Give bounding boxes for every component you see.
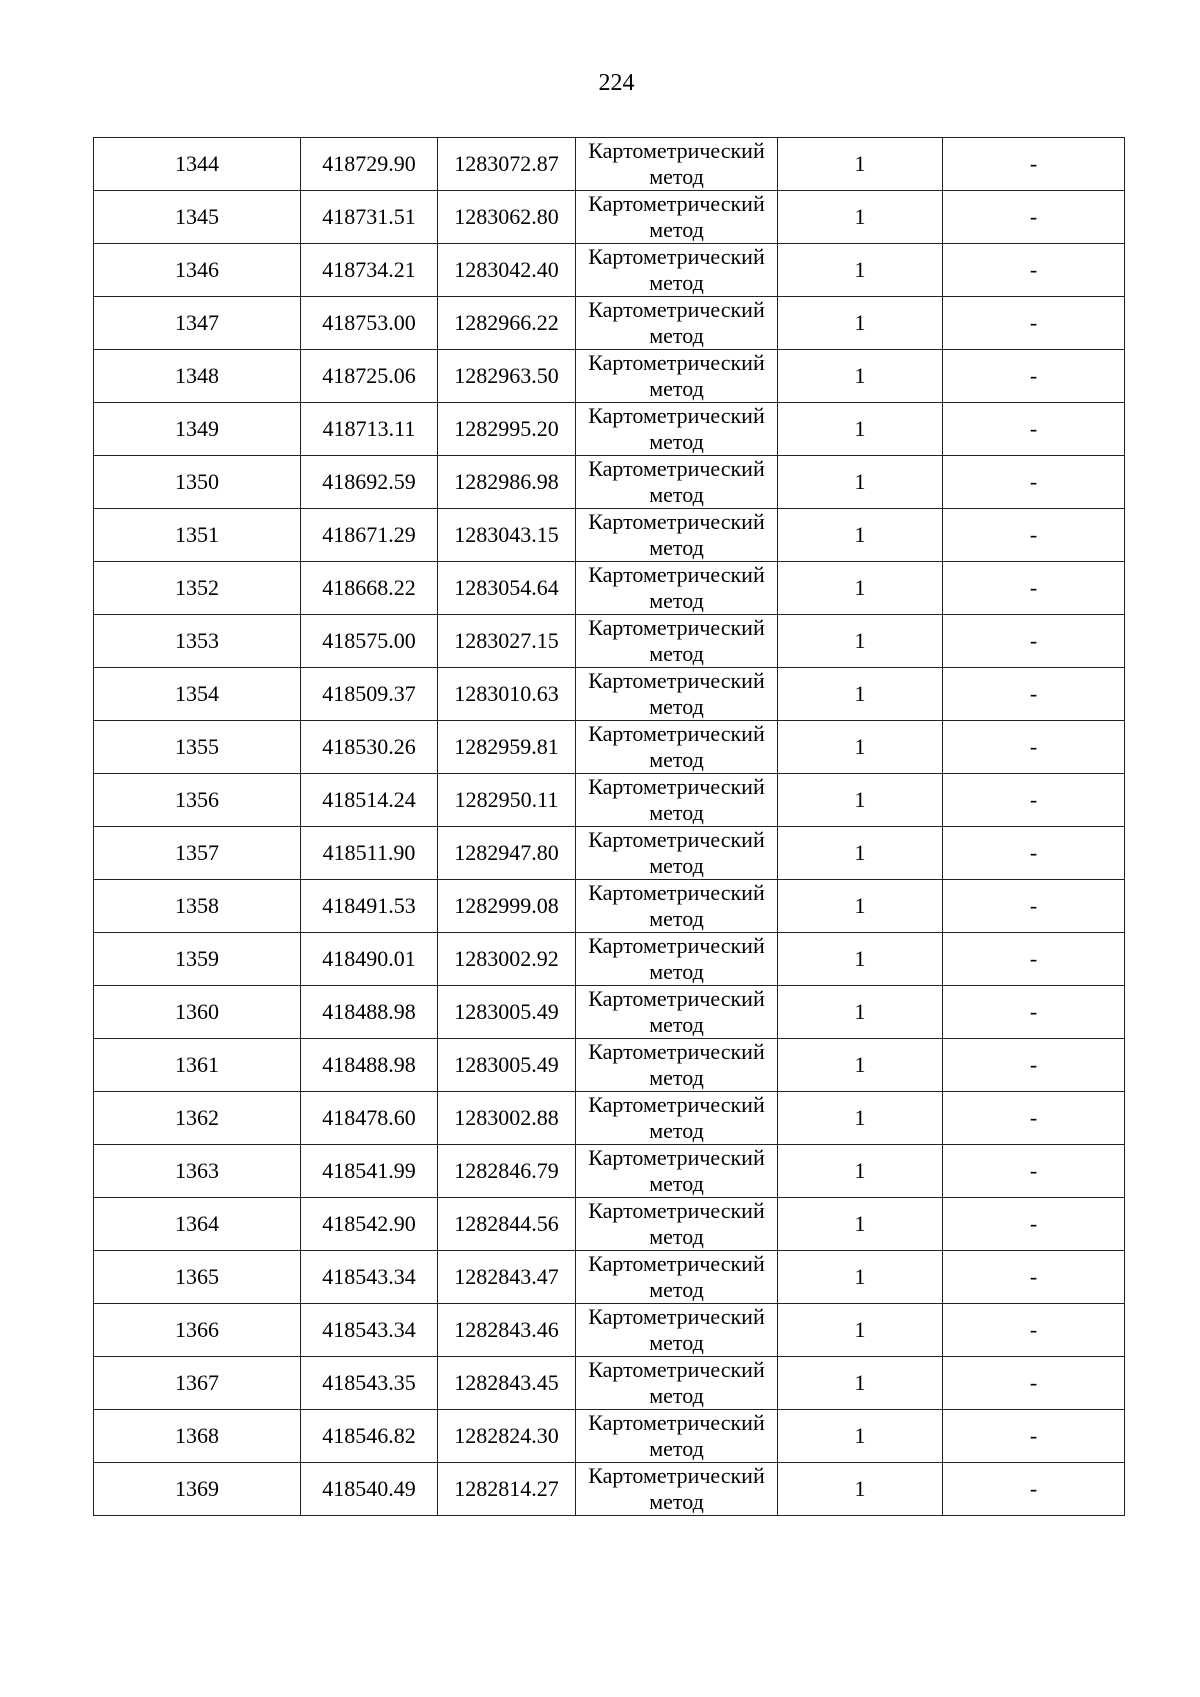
coordinate-x: 418725.06 [301, 350, 438, 403]
method-line-1: Картометрический [588, 191, 765, 216]
method-line-2: метод [649, 376, 704, 401]
description-value: - [943, 1198, 1125, 1251]
description-value: - [943, 562, 1125, 615]
point-number: 1359 [94, 933, 301, 986]
method-line-2: метод [649, 906, 704, 931]
point-number: 1347 [94, 297, 301, 350]
coordinate-x: 418713.11 [301, 403, 438, 456]
method-line-2: метод [649, 1330, 704, 1355]
accuracy-value: 1 [778, 1357, 943, 1410]
coordinate-y: 1282995.20 [438, 403, 576, 456]
table-row [94, 668, 1125, 721]
method-cell [576, 562, 778, 615]
method-cell [576, 403, 778, 456]
point-number: 1361 [94, 1039, 301, 1092]
coordinate-y: 1282999.08 [438, 880, 576, 933]
method-line-2: метод [649, 1489, 704, 1514]
point-number: 1345 [94, 191, 301, 244]
accuracy-value: 1 [778, 827, 943, 880]
method-cell [576, 1357, 778, 1410]
point-number: 1366 [94, 1304, 301, 1357]
method-line-1: Картометрический [588, 1039, 765, 1064]
description-value: - [943, 297, 1125, 350]
accuracy-value: 1 [778, 668, 943, 721]
table-row [94, 1145, 1125, 1198]
method-line-2: метод [649, 1171, 704, 1196]
point-number: 1348 [94, 350, 301, 403]
coordinate-y: 1283002.92 [438, 933, 576, 986]
point-number: 1362 [94, 1092, 301, 1145]
point-number: 1344 [94, 138, 301, 191]
coordinate-y: 1282824.30 [438, 1410, 576, 1463]
point-number: 1360 [94, 986, 301, 1039]
method-line-2: метод [649, 1383, 704, 1408]
coordinate-x: 418734.21 [301, 244, 438, 297]
method-cell [576, 1039, 778, 1092]
description-value: - [943, 615, 1125, 668]
method-line-2: метод [649, 1118, 704, 1143]
point-number: 1351 [94, 509, 301, 562]
description-value: - [943, 721, 1125, 774]
table-row [94, 615, 1125, 668]
method-line-1: Картометрический [588, 138, 765, 163]
method-cell [576, 933, 778, 986]
method-line-2: метод [649, 641, 704, 666]
coordinate-x: 418542.90 [301, 1198, 438, 1251]
method-line-1: Картометрический [588, 1357, 765, 1382]
table-row [94, 774, 1125, 827]
description-value: - [943, 138, 1125, 191]
coordinate-x: 418488.98 [301, 986, 438, 1039]
table-row [94, 1304, 1125, 1357]
coordinate-y: 1282950.11 [438, 774, 576, 827]
coordinate-x: 418753.00 [301, 297, 438, 350]
method-line-1: Картометрический [588, 1145, 765, 1170]
coordinate-x: 418729.90 [301, 138, 438, 191]
method-cell [576, 191, 778, 244]
description-value: - [943, 244, 1125, 297]
coordinate-y: 1283005.49 [438, 1039, 576, 1092]
coordinate-y: 1283002.88 [438, 1092, 576, 1145]
coordinate-x: 418478.60 [301, 1092, 438, 1145]
method-cell [576, 615, 778, 668]
method-cell [576, 1463, 778, 1516]
point-number: 1365 [94, 1251, 301, 1304]
method-cell [576, 668, 778, 721]
description-value: - [943, 1251, 1125, 1304]
point-number: 1369 [94, 1463, 301, 1516]
method-cell [576, 1092, 778, 1145]
method-line-2: метод [649, 482, 704, 507]
point-number: 1353 [94, 615, 301, 668]
method-cell [576, 456, 778, 509]
method-line-2: метод [649, 535, 704, 560]
table-row [94, 1039, 1125, 1092]
method-line-1: Картометрический [588, 244, 765, 269]
description-value: - [943, 1304, 1125, 1357]
method-cell [576, 138, 778, 191]
table-row [94, 986, 1125, 1039]
method-line-1: Картометрический [588, 1092, 765, 1117]
coordinate-x: 418491.53 [301, 880, 438, 933]
accuracy-value: 1 [778, 1410, 943, 1463]
point-number: 1354 [94, 668, 301, 721]
method-line-1: Картометрический [588, 456, 765, 481]
accuracy-value: 1 [778, 986, 943, 1039]
coordinate-y: 1283062.80 [438, 191, 576, 244]
method-line-1: Картометрический [588, 827, 765, 852]
accuracy-value: 1 [778, 1198, 943, 1251]
method-cell [576, 1304, 778, 1357]
point-number: 1363 [94, 1145, 301, 1198]
point-number: 1356 [94, 774, 301, 827]
coordinate-x: 418731.51 [301, 191, 438, 244]
table-row [94, 403, 1125, 456]
coordinate-y: 1283043.15 [438, 509, 576, 562]
page-number: 224 [598, 70, 635, 96]
accuracy-value: 1 [778, 191, 943, 244]
method-line-1: Картометрический [588, 1410, 765, 1435]
method-line-1: Картометрический [588, 1198, 765, 1223]
method-cell [576, 1198, 778, 1251]
point-number: 1355 [94, 721, 301, 774]
method-cell [576, 1145, 778, 1198]
method-line-2: метод [649, 853, 704, 878]
coordinate-y: 1282966.22 [438, 297, 576, 350]
coordinates-table-body [94, 138, 1125, 1516]
accuracy-value: 1 [778, 1039, 943, 1092]
accuracy-value: 1 [778, 615, 943, 668]
method-cell [576, 1410, 778, 1463]
point-number: 1368 [94, 1410, 301, 1463]
coordinate-x: 418514.24 [301, 774, 438, 827]
description-value: - [943, 403, 1125, 456]
accuracy-value: 1 [778, 297, 943, 350]
coordinate-x: 418540.49 [301, 1463, 438, 1516]
description-value: - [943, 1357, 1125, 1410]
accuracy-value: 1 [778, 1463, 943, 1516]
table-row [94, 933, 1125, 986]
coordinate-y: 1282843.45 [438, 1357, 576, 1410]
coordinate-y: 1282843.46 [438, 1304, 576, 1357]
coordinate-x: 418543.34 [301, 1251, 438, 1304]
method-line-1: Картометрический [588, 403, 765, 428]
method-cell [576, 827, 778, 880]
point-number: 1357 [94, 827, 301, 880]
method-cell [576, 244, 778, 297]
description-value: - [943, 191, 1125, 244]
description-value: - [943, 774, 1125, 827]
point-number: 1367 [94, 1357, 301, 1410]
method-line-2: метод [649, 800, 704, 825]
accuracy-value: 1 [778, 350, 943, 403]
method-line-2: метод [649, 1224, 704, 1249]
method-line-1: Картометрический [588, 986, 765, 1011]
method-line-2: метод [649, 959, 704, 984]
method-cell [576, 1251, 778, 1304]
description-value: - [943, 986, 1125, 1039]
method-line-1: Картометрический [588, 933, 765, 958]
coordinate-y: 1283027.15 [438, 615, 576, 668]
point-number: 1358 [94, 880, 301, 933]
method-line-1: Картометрический [588, 350, 765, 375]
coordinate-x: 418546.82 [301, 1410, 438, 1463]
coordinate-y: 1283042.40 [438, 244, 576, 297]
table-row [94, 297, 1125, 350]
method-line-2: метод [649, 588, 704, 613]
coordinate-x: 418668.22 [301, 562, 438, 615]
description-value: - [943, 880, 1125, 933]
table-row [94, 350, 1125, 403]
table-row [94, 191, 1125, 244]
accuracy-value: 1 [778, 1092, 943, 1145]
method-line-1: Картометрический [588, 1463, 765, 1488]
method-cell [576, 297, 778, 350]
table-row [94, 880, 1125, 933]
coordinate-x: 418575.00 [301, 615, 438, 668]
description-value: - [943, 1145, 1125, 1198]
accuracy-value: 1 [778, 1251, 943, 1304]
description-value: - [943, 827, 1125, 880]
method-line-1: Картометрический [588, 1251, 765, 1276]
table-row [94, 562, 1125, 615]
coordinate-x: 418541.99 [301, 1145, 438, 1198]
accuracy-value: 1 [778, 456, 943, 509]
method-cell [576, 986, 778, 1039]
method-line-1: Картометрический [588, 1304, 765, 1329]
method-line-2: метод [649, 164, 704, 189]
method-line-1: Картометрический [588, 297, 765, 322]
method-line-2: метод [649, 270, 704, 295]
table-row [94, 456, 1125, 509]
method-line-1: Картометрический [588, 774, 765, 799]
coordinate-x: 418490.01 [301, 933, 438, 986]
description-value: - [943, 1039, 1125, 1092]
method-line-2: метод [649, 1065, 704, 1090]
method-line-2: метод [649, 694, 704, 719]
method-line-2: метод [649, 429, 704, 454]
accuracy-value: 1 [778, 138, 943, 191]
accuracy-value: 1 [778, 1145, 943, 1198]
table-row [94, 721, 1125, 774]
coordinate-y: 1282843.47 [438, 1251, 576, 1304]
point-number: 1350 [94, 456, 301, 509]
table-row [94, 1357, 1125, 1410]
accuracy-value: 1 [778, 1304, 943, 1357]
method-cell [576, 880, 778, 933]
table-row [94, 138, 1125, 191]
method-line-2: метод [649, 747, 704, 772]
method-line-2: метод [649, 1012, 704, 1037]
coordinate-x: 418543.35 [301, 1357, 438, 1410]
point-number: 1349 [94, 403, 301, 456]
coordinate-y: 1282959.81 [438, 721, 576, 774]
method-cell [576, 350, 778, 403]
accuracy-value: 1 [778, 562, 943, 615]
coordinate-x: 418511.90 [301, 827, 438, 880]
method-line-1: Картометрический [588, 615, 765, 640]
coordinate-x: 418543.34 [301, 1304, 438, 1357]
description-value: - [943, 933, 1125, 986]
point-number: 1364 [94, 1198, 301, 1251]
method-line-1: Картометрический [588, 562, 765, 587]
method-line-2: метод [649, 323, 704, 348]
table-row [94, 1410, 1125, 1463]
description-value: - [943, 668, 1125, 721]
description-value: - [943, 509, 1125, 562]
point-number: 1346 [94, 244, 301, 297]
table-row [94, 827, 1125, 880]
accuracy-value: 1 [778, 244, 943, 297]
coordinate-y: 1283005.49 [438, 986, 576, 1039]
coordinate-y: 1282846.79 [438, 1145, 576, 1198]
table-row [94, 1092, 1125, 1145]
table-row [94, 1198, 1125, 1251]
method-line-2: метод [649, 1436, 704, 1461]
description-value: - [943, 1463, 1125, 1516]
accuracy-value: 1 [778, 509, 943, 562]
accuracy-value: 1 [778, 880, 943, 933]
table-row [94, 509, 1125, 562]
coordinate-y: 1283054.64 [438, 562, 576, 615]
coordinate-x: 418509.37 [301, 668, 438, 721]
description-value: - [943, 1410, 1125, 1463]
table-row [94, 1251, 1125, 1304]
coordinate-x: 418530.26 [301, 721, 438, 774]
coordinate-x: 418488.98 [301, 1039, 438, 1092]
description-value: - [943, 456, 1125, 509]
coordinate-x: 418692.59 [301, 456, 438, 509]
method-line-2: метод [649, 1277, 704, 1302]
method-line-2: метод [649, 217, 704, 242]
accuracy-value: 1 [778, 403, 943, 456]
coordinates-table [93, 137, 1125, 1516]
table-row [94, 1463, 1125, 1516]
method-cell [576, 774, 778, 827]
point-number: 1352 [94, 562, 301, 615]
table-row [94, 244, 1125, 297]
description-value: - [943, 350, 1125, 403]
coordinate-y: 1282963.50 [438, 350, 576, 403]
method-line-1: Картометрический [588, 880, 765, 905]
accuracy-value: 1 [778, 721, 943, 774]
description-value: - [943, 1092, 1125, 1145]
method-cell [576, 509, 778, 562]
method-cell [576, 721, 778, 774]
accuracy-value: 1 [778, 774, 943, 827]
method-line-1: Картометрический [588, 721, 765, 746]
coordinate-y: 1282844.56 [438, 1198, 576, 1251]
coordinate-y: 1282814.27 [438, 1463, 576, 1516]
method-line-1: Картометрический [588, 509, 765, 534]
coordinate-y: 1282947.80 [438, 827, 576, 880]
coordinate-x: 418671.29 [301, 509, 438, 562]
coordinate-y: 1283010.63 [438, 668, 576, 721]
accuracy-value: 1 [778, 933, 943, 986]
method-line-1: Картометрический [588, 668, 765, 693]
coordinate-y: 1282986.98 [438, 456, 576, 509]
coordinate-y: 1283072.87 [438, 138, 576, 191]
